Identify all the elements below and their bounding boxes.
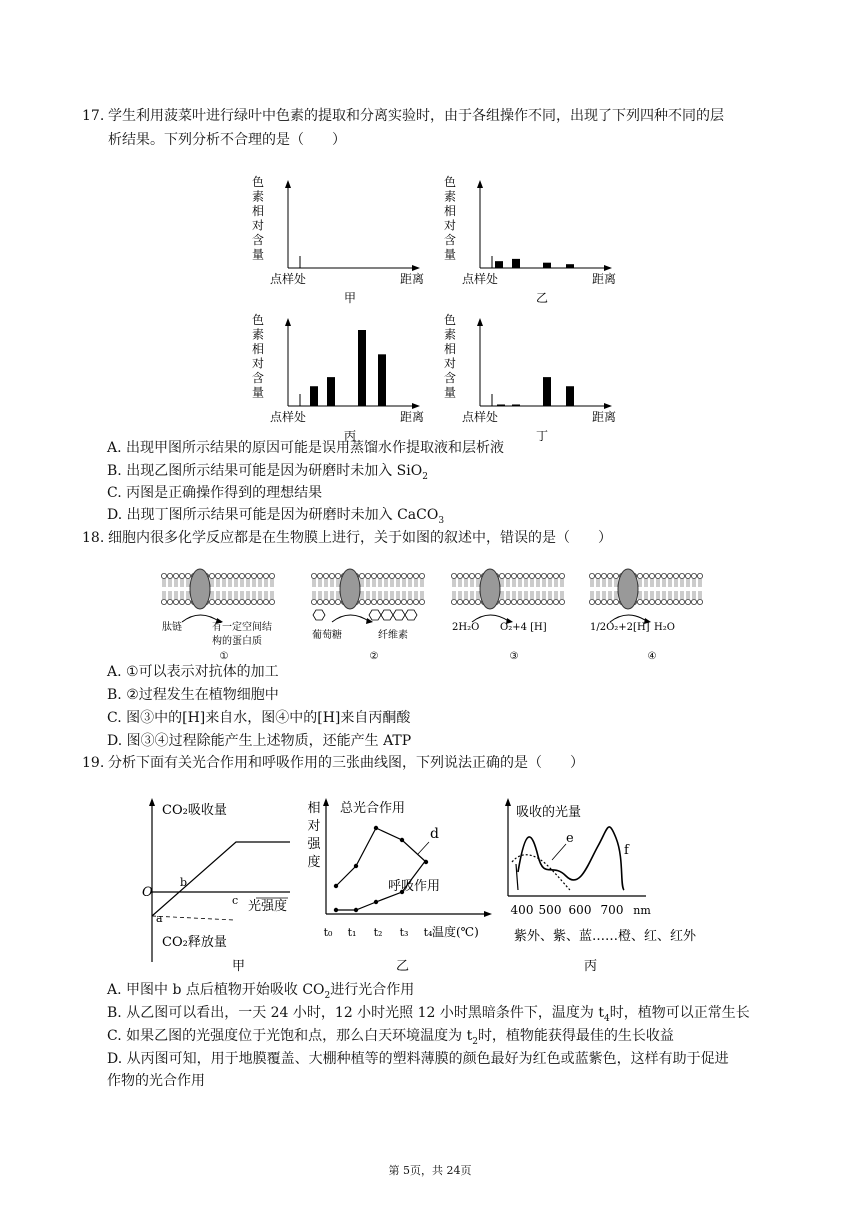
lipid-head [643,599,648,604]
x-axis-label: 光强度 [248,899,288,914]
option-17-c: C. 丙图是正确操作得到的理想结果 [107,485,323,501]
membrane-protein [190,569,210,609]
lipid-head [317,599,322,604]
x-axis-label: 距离 [591,410,617,424]
option-17-d: D. 出现丁图所示结果可能是因为研磨时未加入 CaCO$_3$ [107,507,445,526]
x-axis-arrow [604,403,612,409]
cellulose-unit-icon [369,610,381,620]
substrate-label: 肽链 [162,622,182,633]
panel-name: 丁 [535,429,549,443]
cellulose-unit-icon [393,610,405,620]
lipid-head [529,599,534,604]
lipid-head [691,599,696,604]
x-tick-label: 600 [568,903,592,917]
lipid-head [649,599,654,604]
question-18-stem: 18. 细胞内很多化学反应都是在生物膜上进行，关于如图的叙述中，错误的是（ ） [82,530,612,546]
panel-name: 甲 [343,291,357,305]
pigment-bar [512,259,520,268]
substrate-label: 葡萄糖 [312,630,342,641]
x-axis-unit: nm [633,904,651,917]
y-axis-label-char: 量 [443,385,457,400]
lipid-head [643,573,648,578]
glucose-icon [313,610,325,620]
lipid-head [661,573,666,578]
lipid-head [395,599,400,604]
lipid-head [209,573,214,578]
lipid-head [311,599,316,604]
e-pointer [552,844,566,860]
y-axis-label-char: 强 [307,837,321,852]
lipid-head [589,573,594,578]
pigment-bar [495,261,503,268]
lipid-head [401,573,406,578]
lipid-head [245,573,250,578]
x-axis-label: 距离 [399,410,425,424]
lipid-head [667,599,672,604]
panel-number: ② [369,651,379,662]
lipid-head [553,573,558,578]
lipid-head [335,599,340,604]
curve-point [374,826,378,830]
lipid-head [173,573,178,578]
y-axis-label-char: 相 [251,342,265,356]
lipid-head [529,573,534,578]
bottom-label: CO₂释放量 [162,935,227,950]
lipid-head [523,599,528,604]
product-label-line2: 构的蛋白质 [212,636,262,647]
cellulose-unit-icon [381,610,393,620]
option-18-c: C. 图③中的[H]来自水，图④中的[H]来自丙酮酸 [107,710,411,726]
lipid-head [679,573,684,578]
x-tick-label: t₂ [373,926,383,939]
curve-e-label: e [566,831,574,846]
y-axis-label-char: 色 [251,175,265,189]
y-axis-arrow [477,180,483,188]
product-label: 纤维素 [378,630,408,641]
x-axis-arrow [412,403,420,409]
reaction-arrow [472,615,510,622]
y-axis-label-char: 素 [251,327,265,342]
lipid-head [475,573,480,578]
lipid-head [377,599,382,604]
lipid-head [607,573,612,578]
option-18-b: B. ②过程发生在植物细胞中 [107,687,279,703]
y-axis-label-char: 含 [251,233,265,247]
option-17-b: B. 出现乙图所示结果可能是因为研磨时未加入 SiO$_2$ [107,463,428,482]
graph-name: 丙 [584,959,598,974]
x-tick-label: 400 [510,903,534,917]
y-axis-label-char: 素 [443,189,457,204]
y-axis-label-char: 相 [443,342,457,356]
option-18-d: D. 图③④过程除能产生上述物质，还能产生 ATP [107,733,412,749]
lipid-head [685,573,690,578]
lipid-head [601,599,606,604]
lipid-head [185,573,190,578]
curve-point [354,864,358,868]
chromatography-panel-4 [444,313,616,443]
panel-number: ③ [509,651,519,662]
lipid-head [469,599,474,604]
x-axis-label: 温度(℃) [432,925,479,939]
y-axis-label-char: 相 [251,204,265,218]
pigment-bar [543,377,551,406]
origin-label: 点样处 [269,272,307,286]
lipid-head [469,573,474,578]
lipid-head [673,599,678,604]
point-b-label: b [180,876,188,889]
figure-19-curves [140,794,730,974]
lipid-head [215,599,220,604]
curve-point [354,908,358,912]
lipid-head [167,599,172,604]
curve1-label: 总光合作用 [340,801,406,816]
lipid-head [407,573,412,578]
lipid-head [457,599,462,604]
lipid-head [233,599,238,604]
lipid-head [221,599,226,604]
lipid-head [419,573,424,578]
lipid-head [499,573,504,578]
lipid-head [523,573,528,578]
lipid-head [613,599,618,604]
question-17-stem-line2: 析结果。下列分析不合理的是（ ） [108,132,346,148]
lipid-head [389,599,394,604]
top-label: CO₂吸收量 [162,803,227,818]
lipid-head [559,573,564,578]
lipid-head [511,599,516,604]
option-19-c: C. 如果乙图的光强度位于光饱和点，那么白天环境温度为 $t_2$时，植物能获得最佳的生长收益 [107,1028,674,1047]
lipid-head [667,573,672,578]
lipid-head [383,599,388,604]
lipid-head [251,599,256,604]
lipid-head [419,599,424,604]
lipid-head [413,573,418,578]
y-axis-arrow [285,318,291,326]
lipid-head [697,573,702,578]
curve-f-label: f [624,843,629,858]
pigment-bar [327,377,335,406]
lipid-head [589,599,594,604]
y-axis-label-char: 相 [307,801,321,816]
lipid-head [595,573,600,578]
question-19-stem: 19. 分析下面有关光合作用和呼吸作用的三张曲线图，下列说法正确的是（ ） [82,755,584,771]
origin-label: O [142,885,153,900]
y-axis-label-char: 量 [251,385,265,400]
pigment-bar [378,354,386,406]
lipid-head [329,599,334,604]
lipid-head [323,573,328,578]
lipid-head [697,599,702,604]
question-number: 17. [82,108,105,124]
lipid-head [371,573,376,578]
y-axis-label-char: 色 [251,313,265,327]
y-axis-label-char: 含 [251,371,265,385]
pigment-bar [497,404,505,406]
lipid-head [407,599,412,604]
lipid-head [457,573,462,578]
panel-number: ④ [647,651,657,662]
lipid-head [215,573,220,578]
x-axis-label: 距离 [591,272,617,286]
lipid-head [209,599,214,604]
option-19-a: A. 甲图中 b 点后植物开始吸收 $CO_2$进行光合作用 [107,982,415,1001]
curve-segment [516,864,518,890]
lipid-head [329,573,334,578]
lipid-head [365,573,370,578]
page-footer: 第 5页，共 24页 [388,1164,472,1177]
lipid-head [517,599,522,604]
lipid-head [685,599,690,604]
curve-point [334,908,338,912]
x-axis-arrow [484,911,492,917]
membrane-panel-3 [451,569,564,662]
lipid-head [239,573,244,578]
reaction-arrowhead [366,618,373,624]
membrane-protein [480,569,500,609]
lipid-head [395,573,400,578]
lipid-head [553,599,558,604]
lipid-head [607,599,612,604]
lipid-head [335,573,340,578]
product-label: O₂+4 [H] [500,622,547,633]
option-19-b: B. 从乙图可以看出，一天 24 小时，12 小时光照 12 小时黑暗条件下，温度为 $t_4$时，植物可以正常生长 [107,1005,750,1024]
y-axis-label-char: 度 [307,855,321,870]
lipid-head [637,599,642,604]
lipid-head [511,573,516,578]
panel-name: 丙 [343,429,357,443]
graph-name: 乙 [396,959,410,974]
lipid-head [323,599,328,604]
y-axis-arrow [477,318,483,326]
reaction-arrow [332,615,370,622]
y-axis-label-char: 色 [443,175,457,189]
figure-17-chromatography-charts [250,172,620,443]
lipid-head [167,573,172,578]
chromatography-panel-1 [252,175,424,305]
lipid-head [541,573,546,578]
respiration-dashed-line [152,916,234,920]
lipid-head [227,599,232,604]
lipid-head [359,573,364,578]
x-tick-label: t₁ [347,926,357,939]
graph-bing [505,798,697,974]
lipid-head [655,573,660,578]
lipid-head [595,599,600,604]
lipid-head [239,599,244,604]
lipid-head [377,573,382,578]
substrate-label: 2H₂O [452,622,480,633]
option-19-d-line2: 作物的光合作用 [107,1073,205,1089]
option-19-d: D. 从丙图可知，用于地膜覆盖、大棚种植等的塑料薄膜的颜色最好为红色或蓝紫色，这样有助于促进 [107,1051,729,1067]
y-axis-label-char: 素 [443,327,457,342]
product-label: 有一定空间结 [212,622,272,633]
lipid-head [179,573,184,578]
x-tick-label: t₀ [323,926,333,939]
lipid-head [317,573,322,578]
y-axis-label-char: 对 [443,218,457,233]
lipid-head [517,573,522,578]
question-17-stem: 17. 学生利用菠菜叶进行绿叶中色素的提取和分离实验时，由于各组操作不同，出现了下列四种不同的层 [82,104,782,128]
y-axis-arrow [149,798,155,806]
y-axis-label-char: 素 [251,189,265,204]
origin-label: 点样处 [269,410,307,424]
y-axis-arrow [285,180,291,188]
pigment-bar [566,386,574,406]
y-axis-label-char: 色 [443,313,457,327]
y-axis-label-char: 对 [251,218,265,233]
origin-label: 点样处 [461,410,499,424]
lipid-head [389,573,394,578]
lipid-head [655,599,660,604]
lipid-head [383,573,388,578]
panel-name: 乙 [535,291,549,305]
lipid-head [233,573,238,578]
lipid-head [463,599,468,604]
top-label: 吸收的光量 [516,805,582,820]
membrane-panel-1 [161,569,274,662]
reaction-arrow [182,615,220,622]
lipid-head [547,599,552,604]
membrane-protein [340,569,360,609]
y-axis-label-char: 量 [443,247,457,262]
cellulose-unit-icon [405,610,417,620]
lipid-head [649,573,654,578]
x-tick-label: 700 [600,903,624,917]
lipid-head [559,599,564,604]
lipid-head [161,573,166,578]
chromatography-panel-2 [444,175,616,305]
curve2-label: 呼吸作用 [388,879,441,894]
lipid-head [541,599,546,604]
x-tick-label: t₃ [399,926,409,939]
lipid-head [499,599,504,604]
lipid-head [613,573,618,578]
lipid-head [637,573,642,578]
option-17-a: A. 出现甲图所示结果的原因可能是误用蒸馏水作提取液和层析液 [107,440,505,456]
lipid-head [173,599,178,604]
curve-point [400,838,404,842]
lipid-head [661,599,666,604]
reaction-arrow [610,615,648,622]
lipid-head [673,573,678,578]
x-tick-label: t₄ [423,926,433,939]
lipid-head [251,573,256,578]
x-axis-arrow [604,265,612,271]
point-a-label: a [156,912,163,925]
option-18-a: A. ①可以表示对抗体的加工 [107,664,279,680]
lipid-head [463,573,468,578]
lipid-head [371,599,376,604]
y-axis-label-char: 量 [251,247,265,262]
lipid-head [401,599,406,604]
origin-label: 点样处 [461,272,499,286]
x-axis-label: 距离 [399,272,425,286]
lipid-head [269,573,274,578]
lipid-head [547,573,552,578]
pigment-bar [310,386,318,406]
y-axis-arrow [323,798,329,806]
membrane-protein [618,569,638,609]
x-tick-label: 500 [538,903,562,917]
lipid-head [161,599,166,604]
graph-yi [307,798,492,974]
lipid-head [505,573,510,578]
y-axis-label-char: 对 [307,819,321,834]
panel-number: ① [219,651,229,662]
y-axis-label-char: 对 [443,356,457,371]
figure-18-membrane-diagrams [160,566,710,666]
lipid-head [311,573,316,578]
y-axis-label-char: 相 [443,204,457,218]
curve-point [334,884,338,888]
x-axis-arrow [412,265,420,271]
lipid-head [221,573,226,578]
lipid-head [451,573,456,578]
curve-point [374,900,378,904]
lipid-head [413,599,418,604]
lipid-head [263,599,268,604]
y-axis-label-char: 含 [443,233,457,247]
product-label: H₂O [654,622,675,633]
substrate-label: 1/2O₂+2[H] [590,622,650,633]
y-axis-label-char: 对 [251,356,265,371]
chromatography-panel-3 [252,313,424,443]
pigment-bar [543,263,551,268]
lipid-head [227,573,232,578]
d-pointer [418,842,429,854]
y-axis-arrow [505,798,511,806]
lipid-head [257,573,262,578]
lipid-head [269,599,274,604]
y-axis-label-char: 含 [443,371,457,385]
lipid-head [365,599,370,604]
lipid-head [535,573,540,578]
lipid-head [359,599,364,604]
lipid-head [505,599,510,604]
graph-name: 甲 [232,959,246,974]
lipid-head [179,599,184,604]
lipid-head [245,599,250,604]
graph-jia [142,798,290,974]
point-c-label: c [232,894,239,907]
lipid-head [475,599,480,604]
lipid-head [257,599,262,604]
pigment-bar [358,330,366,406]
membrane-panel-4 [589,569,702,662]
lipid-head [185,599,190,604]
membrane-panel-2 [311,569,424,662]
spectrum-label: 紫外、紫、蓝……橙、红、红外 [514,929,697,944]
point-d-label: d [430,826,439,842]
lipid-head [451,599,456,604]
lipid-head [601,573,606,578]
pigment-bar [512,404,520,406]
lipid-head [263,573,268,578]
pigment-bar [566,264,574,268]
lipid-head [691,573,696,578]
lipid-head [679,599,684,604]
lipid-head [535,599,540,604]
